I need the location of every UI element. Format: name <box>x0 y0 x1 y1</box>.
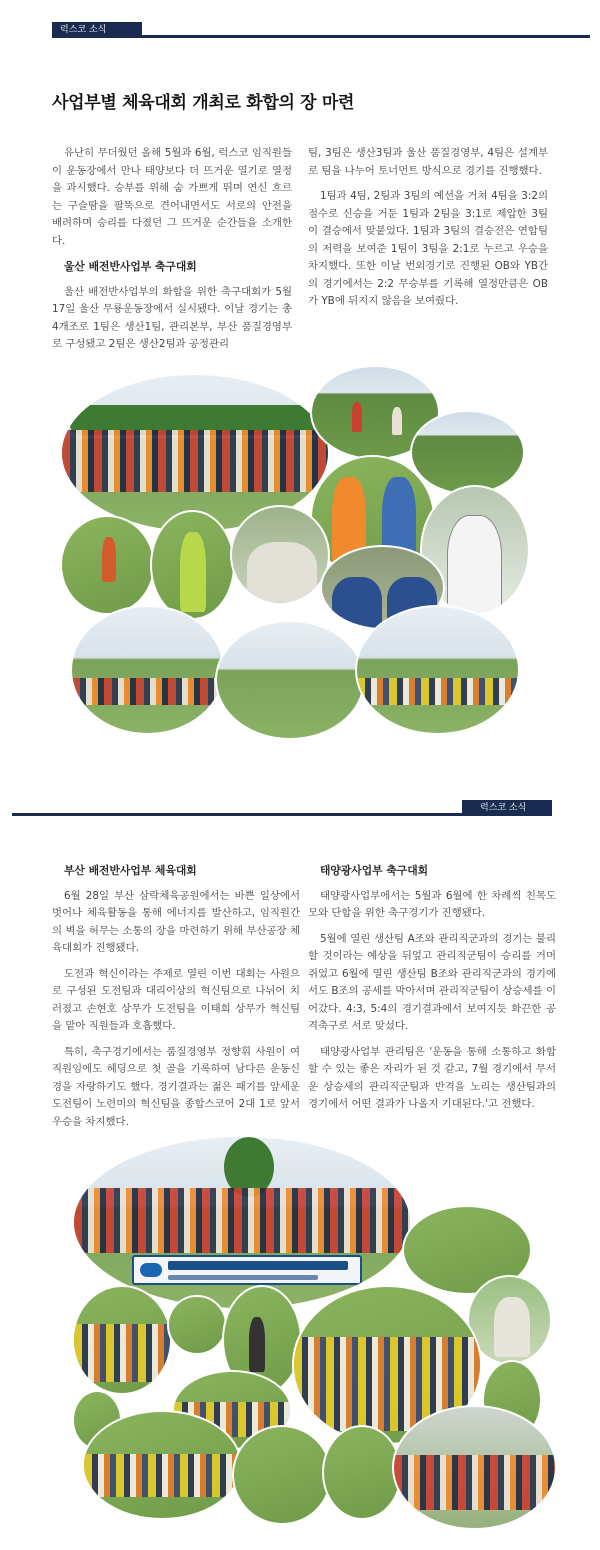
section-tag: 럭스코 소식 <box>462 800 552 816</box>
busan-subhead: 부산 배전반사업부 체육대회 <box>64 864 197 877</box>
busan-paragraph-2: 도전과 혁신이라는 주제로 열린 이번 대회는 사원으로 구성된 도전팀과 대리이상의 혁신팀으로 나뉘어 치러졌고 손현호 상무가 도전팀을 이태희 상무가 혁신팀을 맡아 직원들과 호흡했다. <box>52 967 300 1032</box>
section-header-top <box>52 22 590 40</box>
bottom-column-right <box>308 858 556 1122</box>
article-headline: 사업부별 체육대회 개최로 화합의 장 마련 <box>52 93 355 113</box>
ulsan-paragraph-1: 울산 배전반사업부의 화합을 위한 축구대회가 5월 17일 울산 무룡운동장에서 실시됐다. 이날 경기는 총 4개조로 1팀은 생산1팀, 관리본부, 부산 품질경영부로 구성됐고 2팀은 생산2팀과 공정관리 <box>52 285 292 350</box>
photo-huddle <box>72 1285 172 1395</box>
photo-tug-match <box>82 1410 242 1520</box>
busan-paragraph-3: 특히, 축구경기에서는 품질경영부 정향휘 사원이 여직원임에도 헤딩으로 첫 골을 기록하여 남다른 운동신경을 자랑하기도 했다. 경기결과는 젊은 패기를 앞세운 도전팀이 노련미의 혁신팀을 종합스코어 2대 1로 앞서 우승을 차지했다. <box>52 1045 300 1128</box>
photo-run-field <box>232 1425 332 1525</box>
intro-paragraph: 유난히 무더웠던 올해 5월과 6월, 럭스코 임직원들이 운동장에서 만나 태양보다 더 뜨거운 열기로 열정을 과시했다. 승부를 위해 숨 가쁘게 뛰며 연신 흐르는 구슬땀을 팔뚝으로 견어내면서도 서로의 안전을 배려하며 승리를 다졌던 그 뜨거운 순간들을 소개한다. <box>52 147 292 247</box>
photo-collage-top <box>60 365 530 745</box>
photo-smiling-men <box>230 505 330 605</box>
solar-paragraph-2: 5월에 열린 생산팀 A조와 관리직군과의 경기는 불리할 것이라는 예상을 뒤엎고 관리직군팀이 승리를 거머쥐었고 6월에 열린 생산팀 B조와 관리직군과의 경기에서도 B조의 공세를 막아서며 관리직군팀이 상승세를 이어갔다. 4:3, 5:4의 경기결과에서 보여지듯 화끈한 공격축구로 서로 맞섰다. <box>308 932 556 1032</box>
luxco-logo-icon <box>140 1263 162 1277</box>
bottom-column-left <box>52 858 300 1139</box>
busan-paragraph-1: 6월 28일 부산 삼락체육공원에서는 바쁜 일상에서 벗어나 체육활동을 통해 에너지를 발산하고, 임직원간의 벽을 허무는 소통의 장을 마련하기 위해 부산공장 체육대회가 진행됐다. <box>52 889 300 954</box>
event-banner-graphic <box>132 1255 362 1285</box>
photo-kickoff <box>60 515 155 615</box>
solar-subhead: 태양광사업부 축구대회 <box>320 864 429 877</box>
photo-dive <box>322 1425 402 1520</box>
photo-referee <box>167 1295 227 1355</box>
ulsan-paragraph-3: 1팀과 4팀, 2팀과 3팀의 예선을 거쳐 4팀을 3:2의 점수로 신승을 거둔 1팀과 2팀을 3:1로 제압한 3팀이 결승에서 맞붙었다. 1팀과 3팀의 결승전은 연합팀의 저력을 보여준 1팀이 3팀을 2:1로 누르고 우승을 차지했다. 또한 이날 번외경기로 진행된 OB와 YB간의 경기에서는 2:2 무승부를 기록해 열정만큼은 OB가 YB에 뒤지지 않음을 보여줬다. <box>308 190 548 307</box>
ulsan-paragraph-2: 팀, 3팀은 생산3팀과 울산 품질경영부, 4팀은 설계부로 팀을 나누어 토너먼트 방식으로 경기를 진행했다. <box>308 147 548 177</box>
photo-pointing <box>150 510 235 620</box>
photo-orange-team <box>70 605 225 735</box>
photo-busan-group-banner <box>72 1135 412 1310</box>
top-column-right <box>308 145 548 319</box>
section-header-bottom <box>12 800 552 818</box>
top-column-left <box>52 145 292 362</box>
photo-field-wide <box>410 410 525 495</box>
section-tag: 럭스코 소식 <box>52 22 142 38</box>
photo-yellow-team <box>355 605 520 735</box>
photo-tug-of-war <box>392 1405 557 1530</box>
photo-pitch-view <box>215 620 365 740</box>
photo-collage-bottom <box>72 1135 552 1535</box>
ulsan-subhead: 울산 배전반사업부 축구대회 <box>64 260 197 273</box>
solar-paragraph-1: 태양광사업부에서는 5월과 6월에 한 차례씩 친목도모와 단합을 위한 축구경기가 진행됐다. <box>308 889 556 919</box>
solar-paragraph-3: 태양광사업부 관리팀은 '운동을 통해 소통하고 화합할 수 있는 좋은 자리가 된 것 같고, 7월 경기에서 무서운 상승세의 관리직군팀과 반격을 노리는 생산팀과의 경기에서 어떤 결과가 나올지 기대된다.'고 전했다. <box>308 1045 556 1110</box>
